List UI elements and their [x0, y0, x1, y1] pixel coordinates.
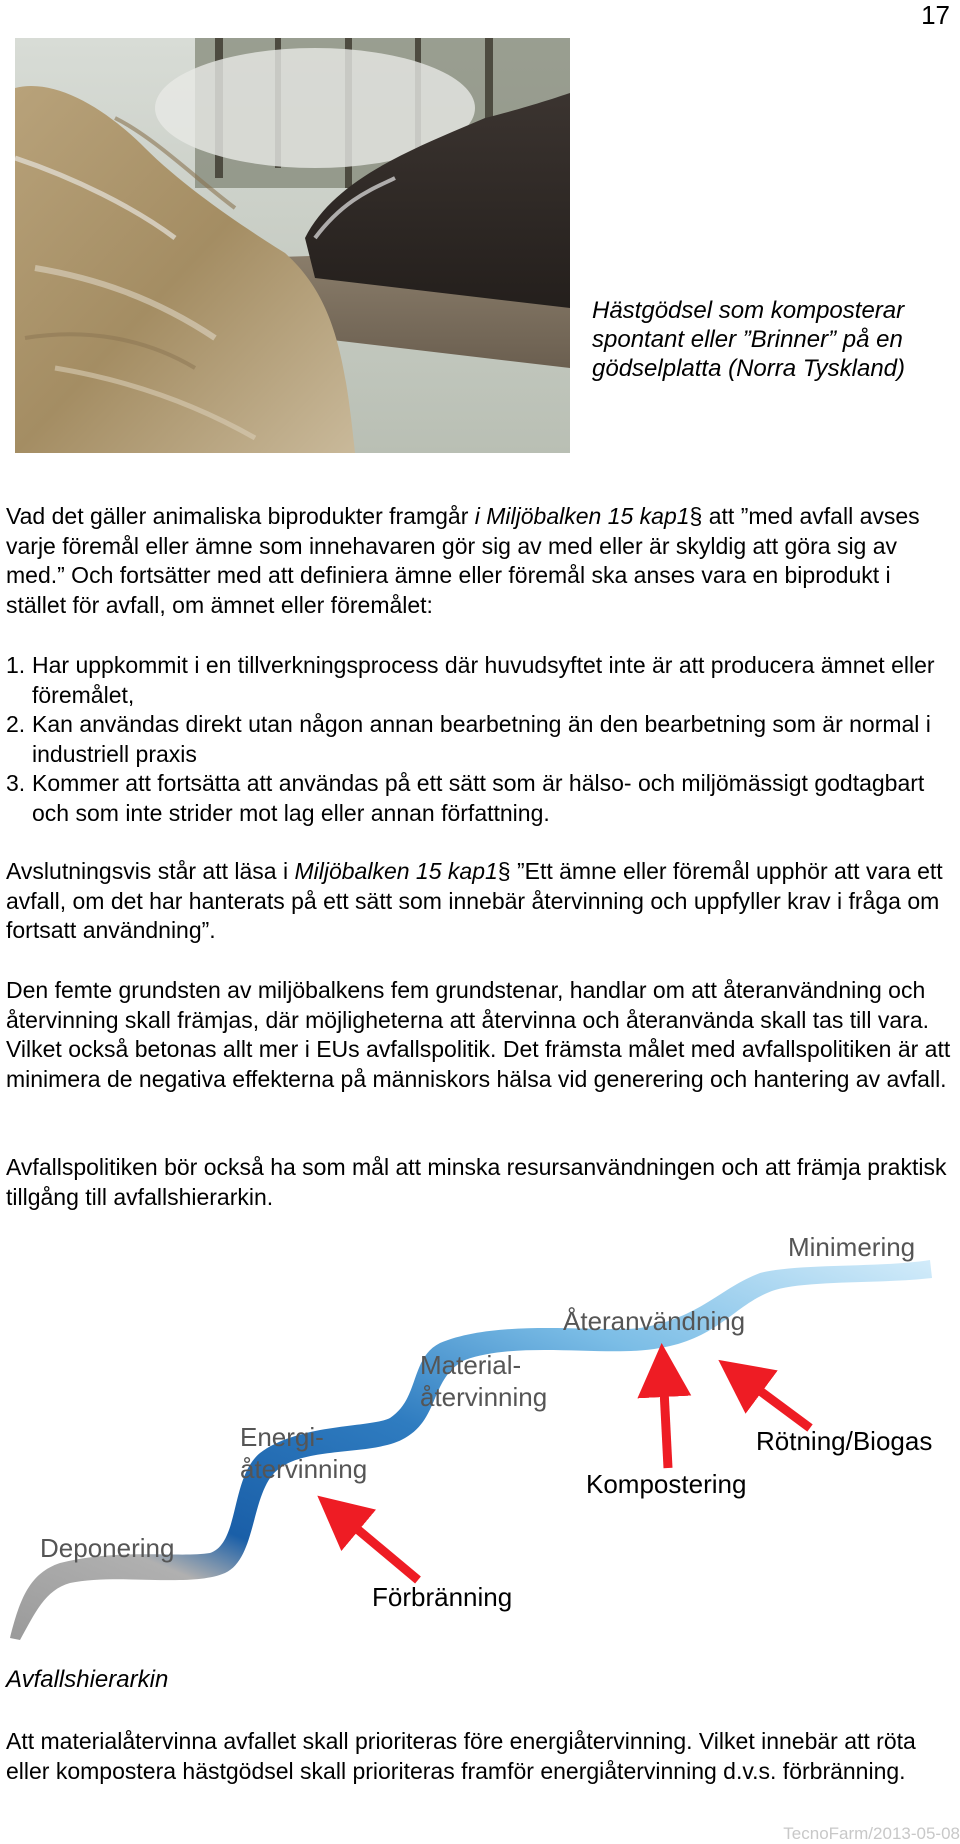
paragraph-biprodukter: [6, 502, 956, 620]
list-number: 2.: [6, 711, 26, 737]
list-item: [6, 769, 956, 828]
arrow-rotning: [740, 1376, 810, 1428]
list-text: Har uppkommit i en tillverkningsprocess där huvudsyftet inte är att producera ämnet eller föremålet,: [32, 652, 935, 708]
paragraph-text: Avslutningsvis står att läsa i: [6, 858, 295, 884]
label-kompostering: Kompostering: [586, 1469, 747, 1499]
step-energi: Energi-: [240, 1422, 324, 1452]
paragraph-text: Avfallspolitiken bör också ha som mål att minska resursanvändningen och att främja praktisk tillgång till avfallshierarkin.: [6, 1154, 947, 1210]
paragraph-avslutningsvis: [6, 857, 956, 946]
law-reference: i Miljöbalken 15 kap1: [474, 503, 690, 529]
arrow-kompostering: [663, 1370, 668, 1468]
list-text: Kan användas direkt utan någon annan bearbetning än den bearbetning som är normal i industriell praxis: [32, 711, 931, 767]
arrow-forbranning: [338, 1513, 418, 1580]
list-number: 3.: [6, 770, 26, 796]
paragraph-text: Den femte grundsten av miljöbalkens fem grundstenar, handlar om att återanvändning och återvinning skall främjas, där möjligheterna att återvinna och återanvända skall tas till vara. Vilket också betonas allt mer i EUs avfallspolitik. Det främsta målet med avfallspolitiken är att minimera de negativa effekterna på människors hälsa vid generering och hantering av avfall.: [6, 977, 951, 1092]
diagram-caption: Avfallshierarkin: [6, 1666, 169, 1693]
step-ateranvandning: Återanvändning: [563, 1306, 746, 1336]
label-forbranning: Förbränning: [372, 1582, 513, 1612]
criteria-list: [6, 651, 956, 828]
photo-caption: Hästgödsel som komposterar spontant eller ”Brinner” på en gödselplatta (Norra Tyskland): [592, 297, 906, 382]
waste-hierarchy-diagram: [0, 1228, 960, 1648]
list-item: [6, 651, 956, 710]
paragraph-text: § att ”med avfall avses varje föremål eller ämne som innehavaren gör sig av med eller är skyldig att göra sig av med.” Och fortsätter med att definiera ämne eller föremål ska anses vara en biprodukt i stället för avfall, om ämnet eller föremålet:: [6, 503, 920, 618]
paragraph-prioritering: [6, 1727, 956, 1786]
page-number: 17: [921, 0, 950, 30]
law-reference: Miljöbalken 15 kap1: [294, 858, 498, 884]
paragraph-text: § ”Ett ämne eller föremål upphör att vara ett avfall, om det har hanterats på ett sätt som innebär återvinning och uppfyller krav i fråga om fortsatt användning”.: [6, 858, 943, 943]
footer-credit: TecnoFarm/2013-05-08: [783, 1824, 960, 1843]
step-material: Material-: [420, 1350, 522, 1380]
paragraph-text: Vad det gäller animaliska biprodukter framgår: [6, 503, 475, 529]
manure-pile-photo: [15, 38, 570, 453]
label-rotning: Rötning/Biogas: [756, 1426, 933, 1456]
step-minimering: Minimering: [788, 1232, 916, 1262]
paragraph-grundsten: [6, 976, 956, 1094]
paragraph-text: Att materialåtervinna avfallet skall prioriteras före energiåtervinning. Vilket innebär att röta eller kompostera hästgödsel skall prioriteras framför energiåtervinning d.v.s. förbränning.: [6, 1728, 916, 1784]
list-text: Kommer att fortsätta att användas på ett sätt som är hälso- och miljömässigt godtagbart och som inte strider mot lag eller annan författning.: [32, 770, 925, 826]
list-item: [6, 710, 956, 769]
list-number: 1.: [6, 652, 26, 678]
step-material-2: återvinning: [420, 1382, 548, 1412]
step-energi-2: återvinning: [240, 1454, 368, 1484]
paragraph-avfallspolitiken: [6, 1153, 956, 1212]
step-deponering: Deponering: [40, 1533, 175, 1563]
